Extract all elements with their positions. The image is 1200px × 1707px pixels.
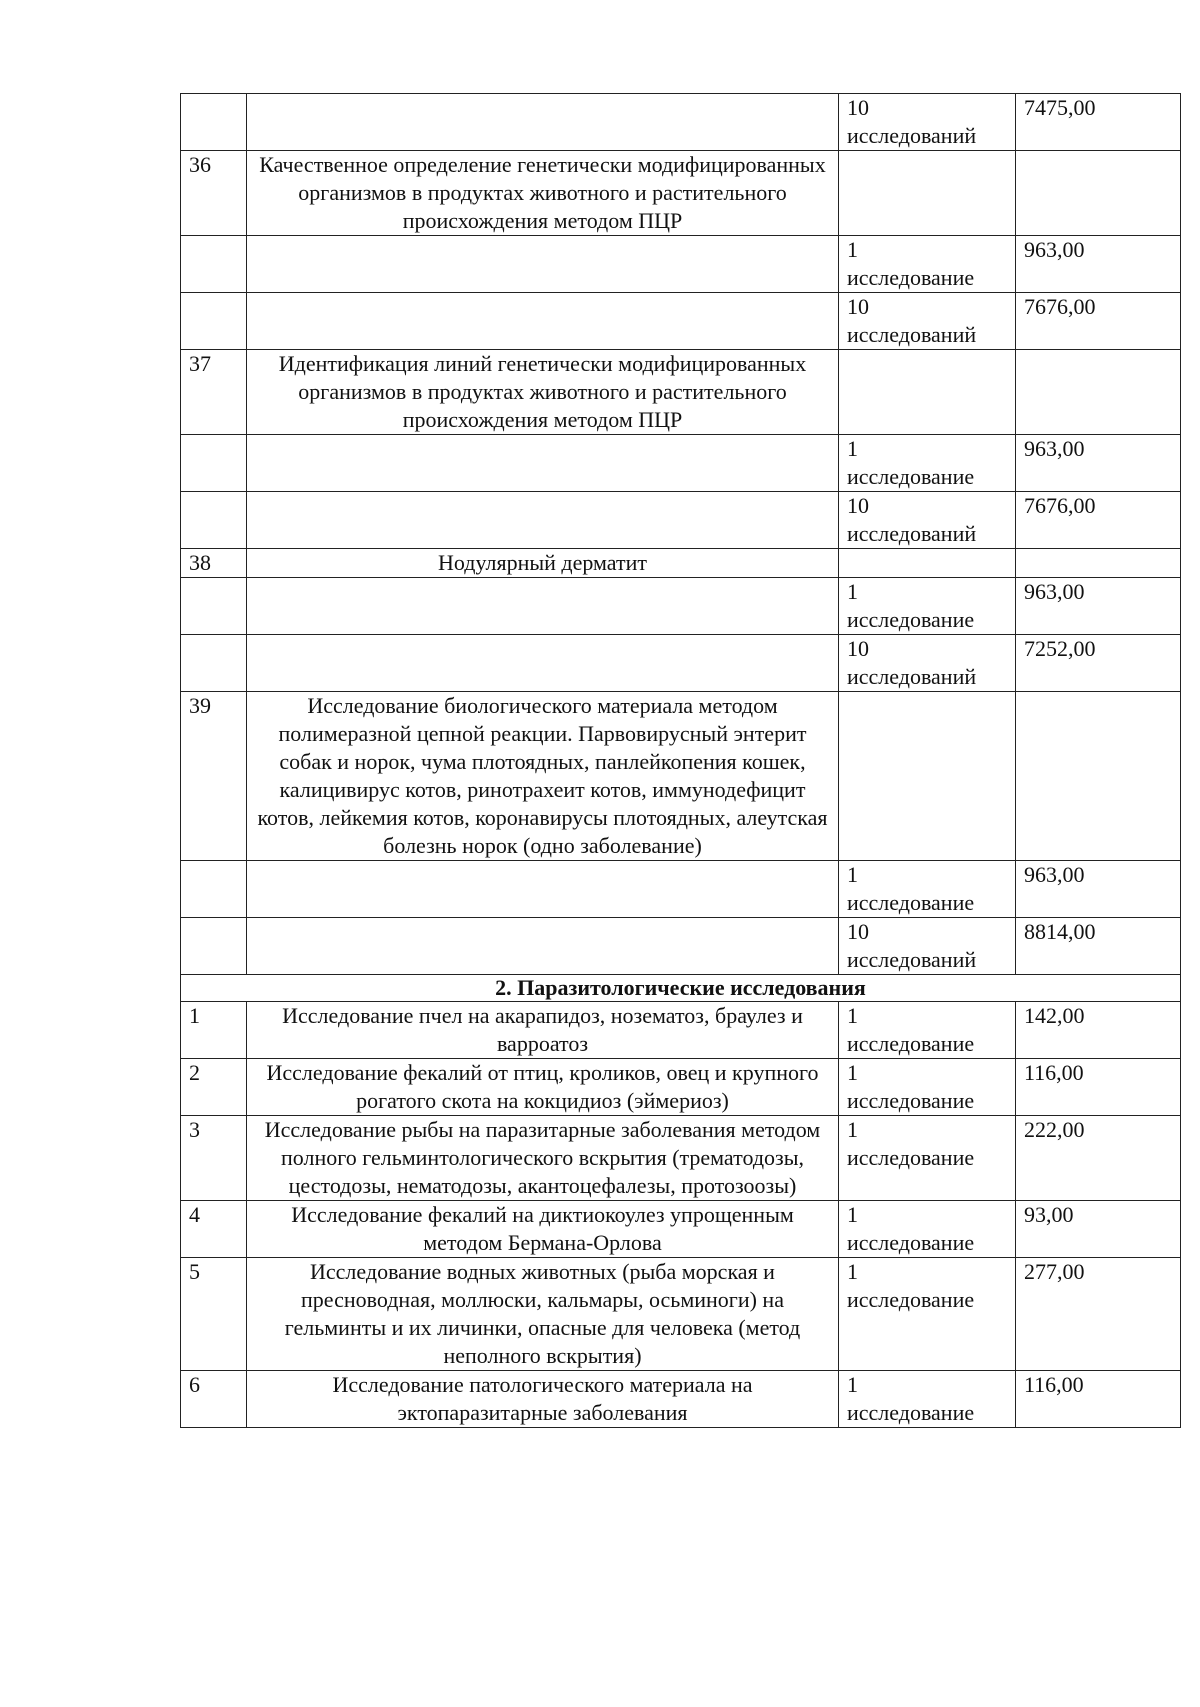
unit-word: исследование [847, 890, 975, 915]
row-number: 38 [181, 549, 247, 578]
price-value: 277,00 [1016, 1258, 1181, 1371]
service-name [247, 635, 839, 692]
price-value [1016, 692, 1181, 861]
row-number: 39 [181, 692, 247, 861]
unit-word: исследование [847, 1031, 975, 1056]
service-name: Нодулярный дерматит [247, 549, 839, 578]
table-row [181, 1371, 1181, 1428]
unit-amount: 10 [847, 294, 869, 319]
price-value: 7252,00 [1016, 635, 1181, 692]
unit-word: исследований [847, 521, 977, 546]
unit-amount: 10 [847, 493, 869, 518]
table-row [181, 236, 1181, 293]
table-row [181, 1201, 1181, 1258]
table-row [181, 578, 1181, 635]
unit-amount: 1 [847, 436, 858, 461]
row-number: 4 [181, 1201, 247, 1258]
service-name: Качественное определение генетически модифицированных организмов в продуктах животного и растительного происхождения методом ПЦР [247, 151, 839, 236]
price-value: 142,00 [1016, 1002, 1181, 1059]
price-value: 963,00 [1016, 861, 1181, 918]
service-name: Исследование биологического материала методом полимеразной цепной реакции. Парвовирусный энтерит собак и норок, чума плотоядных, панлейкопения кошек, калицивирус котов, ринотрахеит котов, иммунодефицит котов, лейкемия котов, коронавирусы плотоядных, алеутская болезнь норок (одно заболевание) [247, 692, 839, 861]
unit-word: исследование [847, 1400, 975, 1425]
unit-cell [839, 94, 1016, 151]
table-row [181, 635, 1181, 692]
service-name: Идентификация линий генетически модифицированных организмов в продуктах животного и растительного происхождения методом ПЦР [247, 350, 839, 435]
table-row [181, 918, 1181, 975]
service-name: Исследование фекалий от птиц, кроликов, овец и крупного рогатого скота на кокцидиоз (эймериоз) [247, 1059, 839, 1116]
row-number [181, 918, 247, 975]
row-number: 5 [181, 1258, 247, 1371]
price-value: 116,00 [1016, 1059, 1181, 1116]
price-value: 8814,00 [1016, 918, 1181, 975]
price-value: 7676,00 [1016, 492, 1181, 549]
unit-word: исследование [847, 1088, 975, 1113]
row-number: 36 [181, 151, 247, 236]
section-title: 2. Паразитологические исследования [181, 975, 1181, 1002]
unit-cell [839, 692, 1016, 861]
service-name: Исследование рыбы на паразитарные заболевания методом полного гельминтологического вскрытия (трематодозы, цестодозы, нематодозы, акантоцефалезы, протозоозы) [247, 1116, 839, 1201]
unit-cell [839, 492, 1016, 549]
row-number: 37 [181, 350, 247, 435]
service-name [247, 94, 839, 151]
unit-word: исследований [847, 664, 977, 689]
price-value [1016, 151, 1181, 236]
row-number [181, 94, 247, 151]
row-number [181, 635, 247, 692]
unit-amount: 1 [847, 1372, 858, 1397]
unit-cell [839, 1258, 1016, 1371]
unit-cell [839, 1002, 1016, 1059]
service-name: Исследование пчел на акарапидоз, нозематоз, браулез и варроатоз [247, 1002, 839, 1059]
price-value: 963,00 [1016, 236, 1181, 293]
unit-word: исследований [847, 322, 977, 347]
price-value: 7475,00 [1016, 94, 1181, 151]
table-row [181, 1116, 1181, 1201]
unit-amount: 1 [847, 237, 858, 262]
unit-amount: 1 [847, 1117, 858, 1142]
row-number: 2 [181, 1059, 247, 1116]
table-row [181, 1258, 1181, 1371]
row-number [181, 435, 247, 492]
unit-word: исследование [847, 607, 975, 632]
price-value: 7676,00 [1016, 293, 1181, 350]
unit-amount: 1 [847, 1259, 858, 1284]
table-row [181, 435, 1181, 492]
table-row [181, 350, 1181, 435]
section-header-row [181, 975, 1181, 1002]
service-name: Исследование фекалий на диктиокоулез упрощенным методом Бермана-Орлова [247, 1201, 839, 1258]
table-row [181, 492, 1181, 549]
service-name: Исследование водных животных (рыба морская и пресноводная, моллюски, кальмары, осьминоги) на гельминты и их личинки, опасные для человека (метод неполного вскрытия) [247, 1258, 839, 1371]
unit-cell [839, 350, 1016, 435]
unit-cell [839, 578, 1016, 635]
row-number [181, 578, 247, 635]
row-number [181, 861, 247, 918]
unit-word: исследование [847, 265, 975, 290]
unit-word: исследование [847, 464, 975, 489]
table-row [181, 1002, 1181, 1059]
table-row [181, 151, 1181, 236]
service-name [247, 918, 839, 975]
row-number [181, 293, 247, 350]
service-name [247, 861, 839, 918]
row-number [181, 492, 247, 549]
unit-cell [839, 918, 1016, 975]
unit-amount: 1 [847, 1202, 858, 1227]
unit-cell [839, 1371, 1016, 1428]
table-row [181, 692, 1181, 861]
unit-amount: 10 [847, 95, 869, 120]
service-name [247, 492, 839, 549]
unit-amount: 10 [847, 919, 869, 944]
unit-cell [839, 1059, 1016, 1116]
unit-word: исследование [847, 1230, 975, 1255]
table-row [181, 293, 1181, 350]
price-value: 963,00 [1016, 435, 1181, 492]
unit-cell [839, 435, 1016, 492]
price-value: 93,00 [1016, 1201, 1181, 1258]
unit-cell [839, 1201, 1016, 1258]
table-row [181, 1059, 1181, 1116]
service-name: Исследование патологического материала на эктопаразитарные заболевания [247, 1371, 839, 1428]
unit-amount: 1 [847, 862, 858, 887]
table-row [181, 549, 1181, 578]
price-value: 963,00 [1016, 578, 1181, 635]
row-number: 3 [181, 1116, 247, 1201]
unit-cell [839, 293, 1016, 350]
unit-amount: 1 [847, 1003, 858, 1028]
service-name [247, 236, 839, 293]
unit-cell [839, 549, 1016, 578]
service-name [247, 435, 839, 492]
table-row [181, 861, 1181, 918]
unit-cell [839, 861, 1016, 918]
unit-amount: 10 [847, 636, 869, 661]
unit-word: исследований [847, 123, 977, 148]
unit-cell [839, 1116, 1016, 1201]
service-name [247, 293, 839, 350]
service-name [247, 578, 839, 635]
unit-cell [839, 236, 1016, 293]
unit-word: исследование [847, 1287, 975, 1312]
row-number [181, 236, 247, 293]
price-value: 116,00 [1016, 1371, 1181, 1428]
price-value [1016, 549, 1181, 578]
row-number: 1 [181, 1002, 247, 1059]
unit-word: исследований [847, 947, 977, 972]
unit-cell [839, 635, 1016, 692]
price-value [1016, 350, 1181, 435]
table-row [181, 94, 1181, 151]
unit-amount: 1 [847, 1060, 858, 1085]
unit-cell [839, 151, 1016, 236]
unit-amount: 1 [847, 579, 858, 604]
price-table [180, 93, 1181, 1428]
price-value: 222,00 [1016, 1116, 1181, 1201]
row-number: 6 [181, 1371, 247, 1428]
unit-word: исследование [847, 1145, 975, 1170]
